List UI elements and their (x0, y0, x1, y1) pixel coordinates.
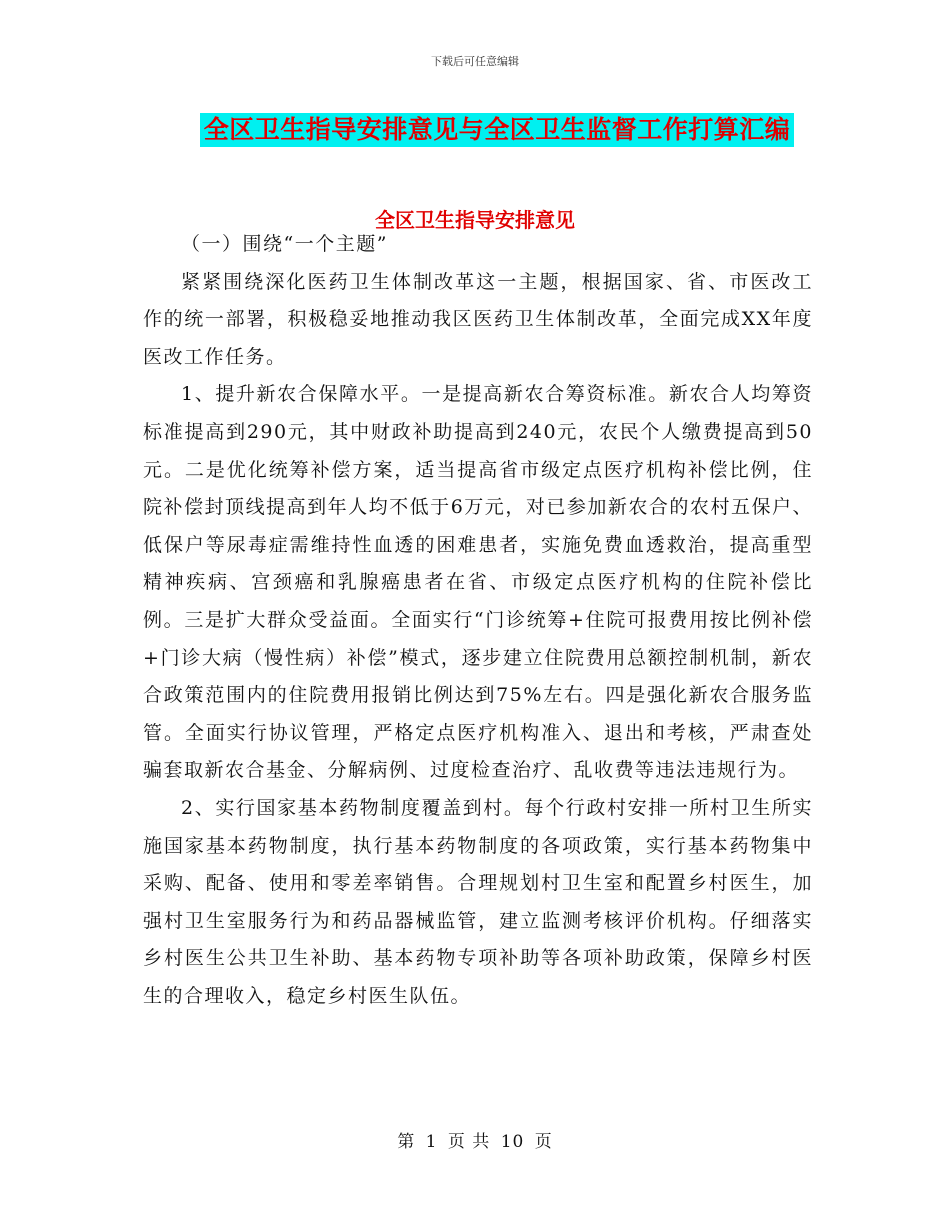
footer-suffix: 页 (534, 1132, 553, 1152)
footer-middle: 页 共 (447, 1132, 491, 1152)
current-page-number: 1 (425, 1132, 438, 1152)
paragraph: 紧紧围绕深化医药卫生体制改革这一主题，根据国家、省、市医改工作的统一部署，积极稳妥地推动我区医药卫生体制改革，全面完成XX年度医改工作任务。 (143, 270, 813, 368)
document-body (143, 226, 813, 1015)
main-title-container (0, 113, 950, 147)
page-footer (0, 1127, 950, 1152)
paragraph: 2、实行国家基本药物制度覆盖到村。每个行政村安排一所村卫生所实施国家基本药物制度，执行基本药物制度的各项政策，实行基本药物集中采购、配备、使用和零差率销售。合理规划村卫生室和配置乡村医生，加强村卫生室服务行为和药品器械监管，建立监测考核评价机构。仔细落实乡村医生公共卫生补助、基本药物专项补助等各项补助政策，保障乡村医生的合理收入，稳定乡村医生队伍。 (143, 796, 813, 1007)
header-note: 下载后可任意编辑 (431, 55, 519, 68)
paragraph: 1、提升新农合保障水平。一是提高新农合筹资标准。新农合人均筹资标准提高到290元，其中财政补助提高到240元，农民个人缴费提高到50元。二是优化统筹补偿方案，适当提高省市级定点医疗机构补偿比例，住院补偿封顶线提高到年人均不低于6万元，对已参加新农合的农村五保户、低保户等尿毒症需维持性血透的困难患者，实施免费血透救治，提高重型精神疾病、宫颈癌和乳腺癌患者在省、市级定点医疗机构的住院补偿比例。三是扩大群众受益面。全面实行“门诊统筹+住院可报费用按比例补偿+门诊大病（慢性病）补偿”模式，逐步建立住院费用总额控制机制，新农合政策范围内的住院费用报销比例达到75%左右。四是强化新农合服务监管。全面实行协议管理，严格定点医疗机构准入、退出和考核，严肃查处骗套取新农合基金、分解病例、过度检查治疗、乱收费等违法违规行为。 (143, 383, 813, 782)
document-main-title: 全区卫生指导安排意见与全区卫生监督工作打算汇编 (200, 113, 795, 147)
footer-prefix: 第 (397, 1132, 416, 1152)
section-title: 全区卫生指导安排意见 (375, 208, 575, 232)
total-pages: 10 (500, 1132, 525, 1152)
paragraph-heading: （一）围绕“一个主题” (181, 233, 388, 255)
